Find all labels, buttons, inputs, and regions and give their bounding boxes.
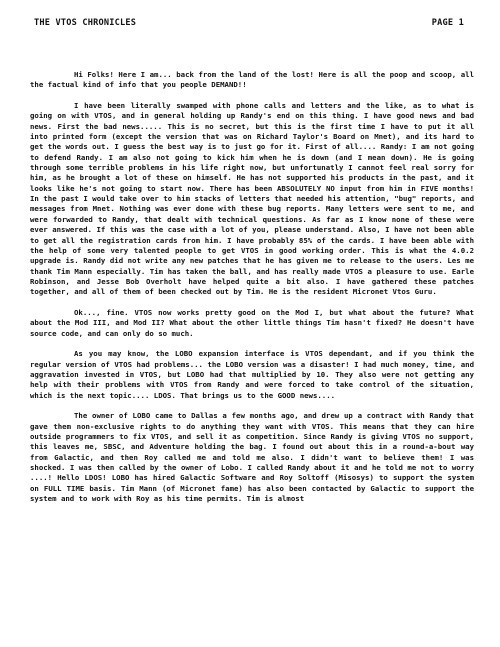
paragraph-ldos: The owner of LOBO came to Dallas a few months ago, and drew up a contract with Randy that gave them non-exclusive rights to do anything they want with VTOS. This means that they can hire outside programmers to fix VTOS, and sell it as competition. Since Randy is giving VTOS no support, this leaves me, SBSC, and Adventure holding the bag. I found out about this in a round-a-bout way from Galactic, and then Roy called me and told me also. I didn't want to believe them! I was shocked. I was then called by the owner of Lobo. I called Randy about it and he told me not to worry ....! Hello LDOS! LOBO has hired Galactic Software and Roy Soltoff (Misosys) to support the system on FULL TIME basis. Tim Mann (of Micronet fame) has also been contacted by Galactic to support the system and to work with Roy as his time permits. Tim is almost [30,411,474,504]
page-number: PAGE 1 [431,18,464,28]
page-header [34,18,464,28]
paragraph-lobo: As you may know, the LOBO expansion interface is VTOS dependant, and if you think the regular version of VTOS had problems... the LOBO version was a disaster! I had much money, time, and aggravation invested in VTOS, but LOBO had that multiplied by 10. They also were not getting any help with their problems with VTOS from Randy and were forced to take control of the situation, which is the next topic.... LDOS. That brings us to the GOOD news.... [30,349,474,400]
paragraph-randy: I have been literally swamped with phone calls and letters and the like, as to what is going on with VTOS, and in general holding up Randy's end on this thing. I have good news and bad news. First the bad news..... This is no secret, but this is the first time I have to put it all into printed form (except the version that was on Richard Taylor's Board on Mnet), and its hard to get the words out. I guess the best way is to just go for it. First of all.... Randy: I am not going to defend Randy. I am also not going to kick him when he is down (and I mean down). He is going through some terrible problems in his life right now, but unfortunatly I cannot feel real sorry for him, as he brought a lot of these on himself. He has not supported his products in the past, and it looks like he's not going to start now. There has been ABSOLUTELY NO input from him in FIVE months! In the past I would take over to him stacks of letters that needed his attention, "bug" reports, and messages from Mnet. Nothing was ever done with these bug reports. Many letters were sent to me, and were forwarded to Randy, that dealt with technical questions. As far as I know none of these were ever answered. If this was the case with a lot of you, please understand. Also, I have not been able to get all the registration cards from him. I have probably 85% of the cards. I have been able with the help of some very talented people to get VTOS in good working order. This is what the 4.0.2 upgrade is. Randy did not write any new patches that he has given me to release to the users. Les me thank Tim Mann especially. Tim has taken the ball, and has really made VTOS a pleasure to use. Earle Robinson, and Jesse Bob Overholt have helped quite a bit also. I have gathered these patches together, and all of them of been checked out by Tim. He is the resident Micronet Vtos Guru. [30,101,474,297]
newsletter-title: THE VTOS CHRONICLES [34,18,137,28]
paragraph-greeting: Hi Folks! Here I am... back from the land of the lost! Here is all the poop and scoop, all the factual kind of info that you people DEMAND!! [30,70,474,90]
paragraph-future: Ok..., fine. VTOS now works pretty good on the Mod I, but what about the future? What about the Mod III, and Mod II? What about the other little things Tim hasn't fixed? He doesn't have source code, and can only do so much. [30,307,474,338]
article-body [30,70,474,504]
